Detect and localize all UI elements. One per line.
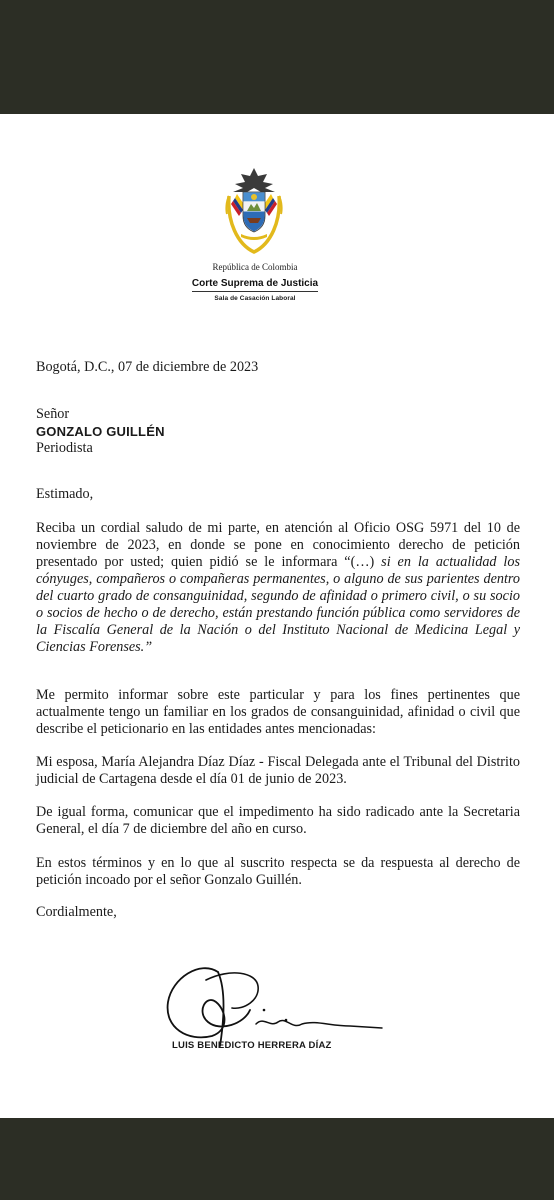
letter-date: Bogotá, D.C., 07 de diciembre de 2023 [36, 359, 259, 375]
paragraph-response: En estos términos y en lo que al suscrito respecta se da respuesta al derecho de petición incoado por el señor Gonzalo Guillén. [36, 855, 520, 888]
bottom-dark-band [0, 1118, 554, 1200]
paragraph-request-text: Reciba un cordial saludo de mi parte, en atención al Oficio OSG 5971 del 10 de noviembre de 2023, en donde se pone en conocimiento derecho de petición presentado por usted; quien pidió se le informara “(…) [36, 520, 520, 570]
top-dark-band [0, 0, 554, 114]
recipient-name: GONZALO GUILLÉN [36, 424, 165, 439]
letter-page [0, 114, 554, 1118]
greeting: Estimado, [36, 486, 94, 502]
court-name: Corte Suprema de Justicia [192, 278, 318, 292]
paragraph-request-quote: si en la actualidad los cónyuges, compañeros o compañeras permanentes, o alguno de sus parientes dentro del cuarto grado de consanguinidad, segundo de afinidad o primero civil, o su socio o socios de hecho o de derecho, están prestando función pública como servidores de la Fiscalía General de la Nación o del Instituto Nacional de Medicina Legal y Ciencias Forenses.” [36, 554, 520, 655]
closing: Cordialmente, [36, 904, 117, 920]
coat-of-arms-emblem [223, 166, 285, 258]
institution-header [180, 262, 330, 302]
paragraph-impediment: De igual forma, comunicar que el impedimento ha sido radicado ante la Secretaria General, el día 7 de diciembre del año en curso. [36, 804, 520, 837]
chamber-name: Sala de Casación Laboral [214, 295, 296, 302]
signatory-name: LUIS BENEDICTO HERRERA DÍAZ [172, 1040, 332, 1051]
republic-label: República de Colombia [212, 262, 298, 272]
paragraph-inform: Me permito informar sobre este particular y para los fines pertinentes que actualmente tengo un familiar en los grados de consanguinidad, afinidad o civil que describe el peticionario en las entidades antes mencionadas: [36, 687, 520, 737]
recipient-role: Periodista [36, 440, 93, 456]
paragraph-spouse: Mi esposa, María Alejandra Díaz Díaz - Fiscal Delegada ante el Tribunal del Distrito judicial de Cartagena desde el día 01 de junio de 2023. [36, 754, 520, 787]
salutation-title: Señor [36, 406, 70, 422]
paragraph-request [36, 520, 520, 656]
